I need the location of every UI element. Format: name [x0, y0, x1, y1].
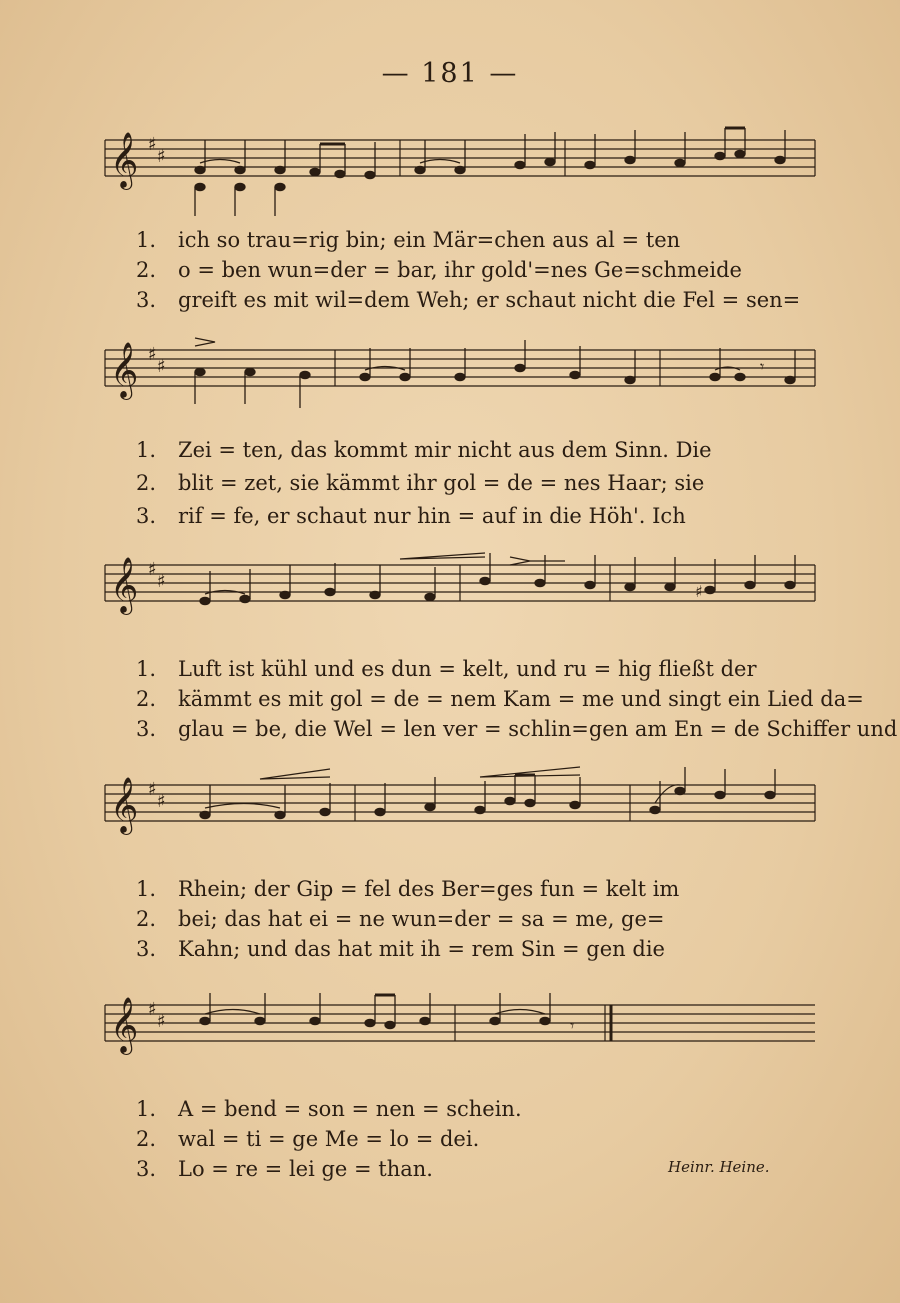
lyric-verse-2 — [100, 258, 820, 288]
verse-text: greift es mit wil=dem Weh; er schaut nicht die Fel = sen= — [178, 288, 801, 312]
verse-number: 3. — [136, 504, 157, 528]
verse-number: 1. — [136, 877, 157, 901]
verse-text: Rhein; der Gip = fel des Ber=ges fun = kelt im — [178, 877, 680, 901]
svg-text:♯: ♯ — [148, 134, 157, 155]
verse-text: kämmt es mit gol = de = nem Kam = me und singt ein Lied da= — [178, 687, 864, 711]
verse-text: A = bend = son = nen = schein. — [178, 1097, 522, 1121]
music-staff — [100, 545, 820, 655]
svg-text:♯: ♯ — [157, 571, 166, 592]
svg-text:♯: ♯ — [157, 1011, 166, 1032]
verse-number: 1. — [136, 1097, 157, 1121]
verse-number: 2. — [136, 907, 157, 931]
lyric-verse-1 — [100, 877, 820, 907]
verse-number: 3. — [136, 288, 157, 312]
verse-text: o = ben wun=der = bar, ihr gold'=nes Ge=schmeide — [178, 258, 742, 282]
verse-text: Lo = re = lei ge = than. — [178, 1157, 433, 1181]
author-attribution: Heinr. Heine. — [668, 1158, 770, 1176]
lyric-verse-3 — [100, 504, 820, 534]
lyric-verse-2 — [100, 907, 820, 937]
verse-number: 2. — [136, 258, 157, 282]
lyric-verse-2 — [100, 687, 864, 717]
svg-text:𝄾: 𝄾 — [570, 1016, 575, 1035]
verse-number: 2. — [136, 687, 157, 711]
verse-text: Zei = ten, das kommt mir nicht aus dem Sinn. Die — [178, 438, 712, 462]
svg-text:𝄞: 𝄞 — [110, 997, 139, 1053]
music-staff — [100, 120, 820, 230]
lyric-verse-1 — [100, 438, 820, 468]
svg-text:𝄞: 𝄞 — [110, 342, 139, 398]
lyric-verse-1 — [100, 228, 820, 258]
svg-text:♯: ♯ — [148, 344, 157, 365]
music-staff — [100, 985, 820, 1095]
svg-text:♯: ♯ — [148, 779, 157, 800]
verse-number: 1. — [136, 657, 157, 681]
lyric-verse-1 — [100, 657, 820, 687]
lyric-verse-3 — [100, 937, 820, 967]
verse-number: 3. — [136, 1157, 157, 1181]
svg-text:♯: ♯ — [148, 999, 157, 1020]
verse-text: ich so trau=rig bin; ein Mär=chen aus al = ten — [178, 228, 681, 252]
verse-text: Kahn; und das hat mit ih = rem Sin = gen die — [178, 937, 665, 961]
verse-text: Luft ist kühl und es dun = kelt, und ru = hig fließt der — [178, 657, 757, 681]
svg-text:𝄾: 𝄾 — [760, 357, 765, 376]
svg-text:♯: ♯ — [157, 146, 166, 167]
lyric-verse-1 — [100, 1097, 820, 1127]
music-staff — [100, 765, 820, 875]
svg-text:♯: ♯ — [695, 582, 703, 601]
svg-text:𝄞: 𝄞 — [110, 557, 139, 613]
verse-text: rif = fe, er schaut nur hin = auf in die Höh'. Ich — [178, 504, 686, 528]
verse-text: glau = be, die Wel = len ver = schlin=gen am En = de Schiffer und — [178, 717, 898, 741]
verse-text: wal = ti = ge Me = lo = dei. — [178, 1127, 480, 1151]
verse-number: 3. — [136, 717, 157, 741]
verse-text: bei; das hat ei = ne wun=der = sa = me, ge= — [178, 907, 665, 931]
svg-text:𝄞: 𝄞 — [110, 777, 139, 833]
verse-number: 2. — [136, 1127, 157, 1151]
svg-text:𝄞: 𝄞 — [110, 132, 139, 188]
verse-number: 2. — [136, 471, 157, 495]
lyric-verse-3 — [100, 717, 898, 747]
svg-text:♯: ♯ — [157, 791, 166, 812]
verse-number: 1. — [136, 228, 157, 252]
verse-number: 1. — [136, 438, 157, 462]
lyric-verse-2 — [100, 1127, 820, 1157]
page-number: — 181 — — [381, 58, 519, 89]
verse-number: 3. — [136, 937, 157, 961]
verse-text: blit = zet, sie kämmt ihr gol = de = nes Haar; sie — [178, 471, 705, 495]
svg-text:♯: ♯ — [157, 356, 166, 377]
music-staff — [100, 330, 820, 440]
lyric-verse-3 — [100, 288, 820, 318]
svg-text:♯: ♯ — [148, 559, 157, 580]
lyric-verse-2 — [100, 471, 820, 501]
